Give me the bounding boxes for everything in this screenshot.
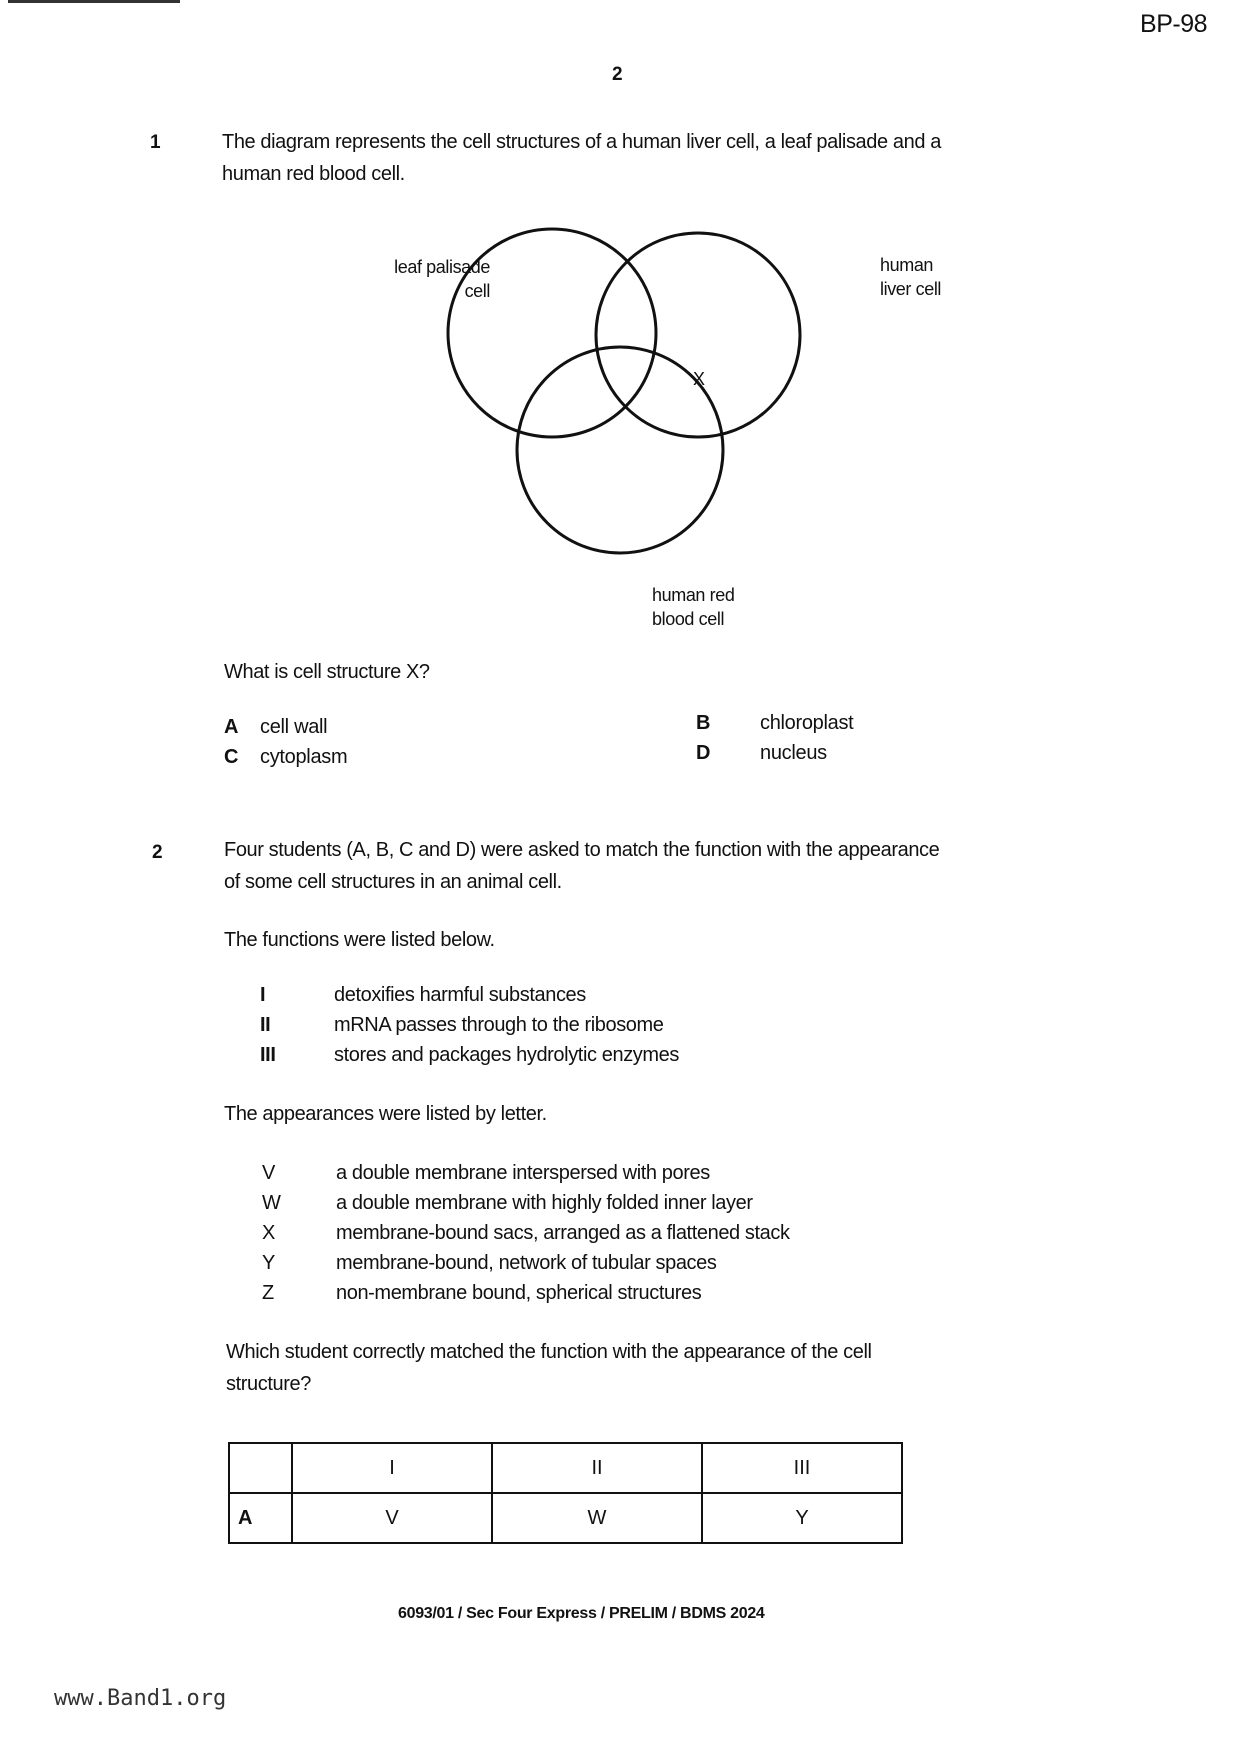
question-2-stem-line1: Four students (A, B, C and D) were asked to match the function with the appearance	[224, 839, 940, 861]
question-2-stem	[224, 834, 939, 898]
appearance-item: Y membrane-bound, network of tubular spaces	[262, 1252, 717, 1274]
venn-diagram	[380, 225, 980, 645]
option-a[interactable]: A cell wall	[224, 716, 328, 738]
answer-table	[228, 1442, 903, 1544]
functions-intro: The functions were listed below.	[224, 929, 495, 951]
question-1-options-left	[224, 712, 347, 772]
table-cell: W	[492, 1493, 702, 1543]
row-label: A	[229, 1493, 292, 1543]
appearance-item: X membrane-bound sacs, arranged as a flattened stack	[262, 1222, 790, 1244]
question-1-number: 1	[150, 132, 161, 153]
document-code: BP-98	[1140, 10, 1207, 38]
page-number: 2	[612, 64, 623, 85]
option-d[interactable]: D nucleus	[696, 742, 827, 764]
label-human-liver: human liver cell	[880, 255, 942, 299]
question-1-prompt: What is cell structure X?	[224, 661, 430, 683]
table-header-cell: III	[702, 1443, 902, 1493]
question-2-prompt: Which student correctly matched the function with the appearance of the cell structure?	[226, 1341, 872, 1395]
option-b[interactable]: B chloroplast	[696, 712, 854, 734]
table-header-cell: I	[292, 1443, 492, 1493]
appearance-item: Z non-membrane bound, spherical structures	[262, 1282, 702, 1304]
question-2-number: 2	[152, 842, 163, 863]
table-cell: Y	[702, 1493, 902, 1543]
table-cell: V	[292, 1493, 492, 1543]
appearance-item: V a double membrane interspersed with pores	[262, 1162, 710, 1184]
question-1-stem-line1: The diagram represents the cell structures of a human liver cell, a leaf palisade and a	[222, 131, 941, 153]
appearance-item: W a double membrane with highly folded inner layer	[262, 1192, 753, 1214]
question-1-stem-line2: human red blood cell.	[222, 163, 405, 185]
watermark-link[interactable]: www.Band1.org	[54, 1686, 227, 1711]
table-row[interactable]	[229, 1493, 902, 1543]
appearances-intro: The appearances were listed by letter.	[224, 1103, 547, 1125]
table-header-row	[229, 1443, 902, 1493]
function-item: I detoxifies harmful substances	[260, 984, 586, 1006]
label-leaf-palisade: leaf palisade cell	[394, 257, 490, 301]
function-item: II mRNA passes through to the ribosome	[260, 1014, 664, 1036]
functions-list	[260, 980, 679, 1070]
table-header-cell	[229, 1443, 292, 1493]
option-c[interactable]: C cytoplasm	[224, 746, 348, 768]
label-red-blood-cell: human red blood cell	[652, 585, 735, 629]
question-1-stem	[222, 126, 941, 190]
exam-footer: 6093/01 / Sec Four Express / PRELIM / BDMS 2024	[398, 1605, 765, 1622]
liver-cell-circle	[596, 233, 800, 437]
center-region-label: X	[693, 369, 705, 389]
appearances-list	[262, 1158, 790, 1308]
table-header-cell: II	[492, 1443, 702, 1493]
question-1-options-right	[696, 708, 853, 768]
answer-table-grid	[228, 1442, 903, 1544]
top-edge-mark	[8, 0, 180, 3]
question-2-stem-line2: of some cell structures in an animal cell.	[224, 871, 562, 893]
function-item: III stores and packages hydrolytic enzymes	[260, 1044, 679, 1066]
